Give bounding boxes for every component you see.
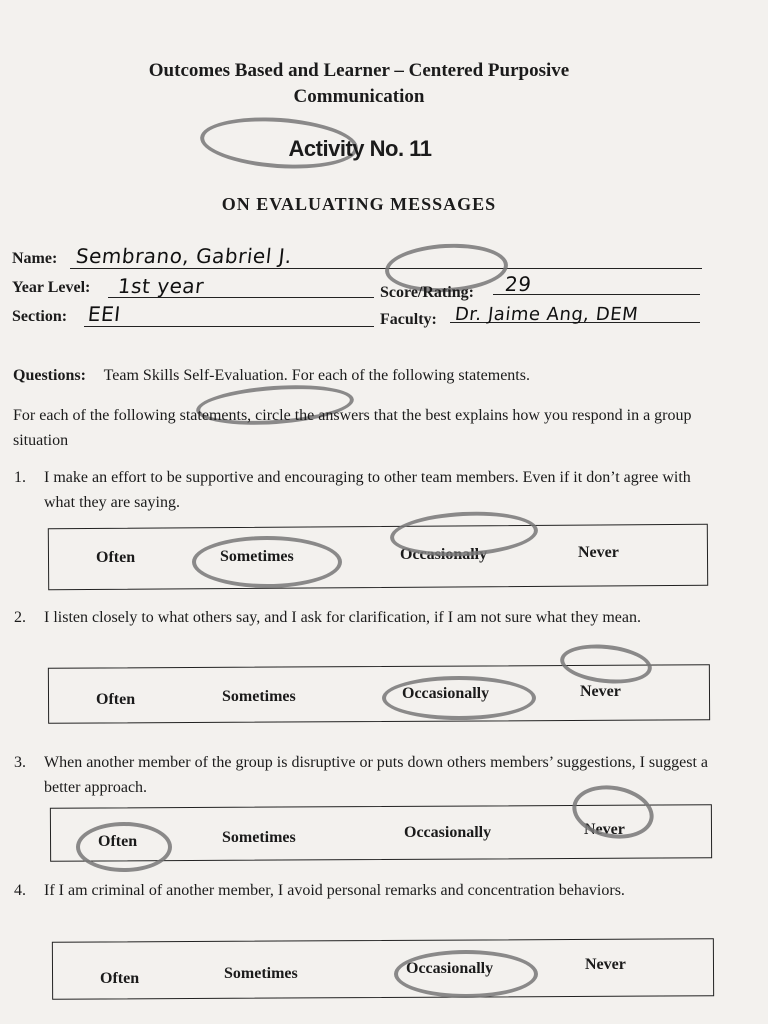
option-sometimes[interactable]: Sometimes: [220, 548, 294, 565]
activity-number: Activity No. 11: [288, 136, 432, 161]
activity-subtitle: ON EVALUATING MESSAGES: [221, 194, 497, 214]
question-text: If I am criminal of another member, I avoid personal remarks and concentration behaviors.: [44, 882, 625, 899]
faculty-value: Dr. Jaime Ang, DEM: [453, 304, 640, 325]
year-level-label: Year Level:: [12, 279, 91, 296]
question-number: 4.: [14, 882, 26, 899]
option-occasionally[interactable]: Occasionally: [406, 960, 494, 977]
option-sometimes[interactable]: Sometimes: [222, 829, 296, 846]
option-occasionally[interactable]: Occasionally: [400, 546, 488, 563]
question-number: 1.: [14, 469, 26, 486]
option-sometimes[interactable]: Sometimes: [222, 688, 296, 705]
option-often[interactable]: Often: [96, 549, 136, 566]
option-never[interactable]: Never: [584, 821, 625, 838]
year-level-value: 1st year: [116, 274, 206, 298]
option-never[interactable]: Never: [578, 544, 619, 561]
option-often[interactable]: Often: [98, 833, 138, 850]
section-line: [84, 326, 374, 327]
option-never[interactable]: Never: [585, 956, 626, 973]
answer-circle-mark: [76, 822, 172, 872]
question-text: When another member of the group is disruptive or puts down others members’ suggestions, I suggest a better approach.: [44, 754, 709, 796]
faculty-label: Faculty:: [380, 311, 437, 328]
answer-circle-mark: [394, 950, 538, 998]
question-text: I listen closely to what others say, and I ask for clarification, if I am not sure what they mean.: [44, 609, 641, 626]
section-label: Section:: [12, 308, 68, 325]
option-sometimes[interactable]: Sometimes: [224, 965, 298, 982]
question-text: I make an effort to be supportive and encouraging to other team members. Even if it don’t agree with what they are saying.: [44, 469, 691, 511]
score-label: Score/Rating:: [380, 284, 474, 301]
questions-text: Team Skills Self-Evaluation. For each of the following statements.: [103, 367, 530, 384]
question-number: 3.: [14, 754, 26, 771]
option-occasionally[interactable]: Occasionally: [404, 824, 492, 841]
score-value: 29: [503, 272, 533, 296]
title-line-2: Communication: [293, 86, 425, 107]
option-often[interactable]: Often: [100, 970, 140, 987]
name-label: Name:: [12, 250, 58, 267]
answer-circle-mark: [382, 676, 536, 720]
option-never[interactable]: Never: [580, 683, 621, 700]
section-value: EEI: [86, 302, 122, 326]
name-value: Sembrano, Gabriel J.: [74, 244, 294, 268]
questions-line: [13, 367, 713, 385]
questions-label: Questions:: [13, 367, 86, 384]
title-line-1: Outcomes Based and Learner – Centered Purposive: [148, 60, 570, 81]
document-title: [0, 58, 718, 110]
instructions: For each of the following statements, circle the answers that the best explains how you respond in a group situation: [13, 407, 692, 449]
answer-circle-mark: [192, 536, 342, 588]
option-occasionally[interactable]: Occasionally: [402, 685, 490, 702]
option-often[interactable]: Often: [96, 691, 136, 708]
question-number: 2.: [14, 609, 26, 626]
